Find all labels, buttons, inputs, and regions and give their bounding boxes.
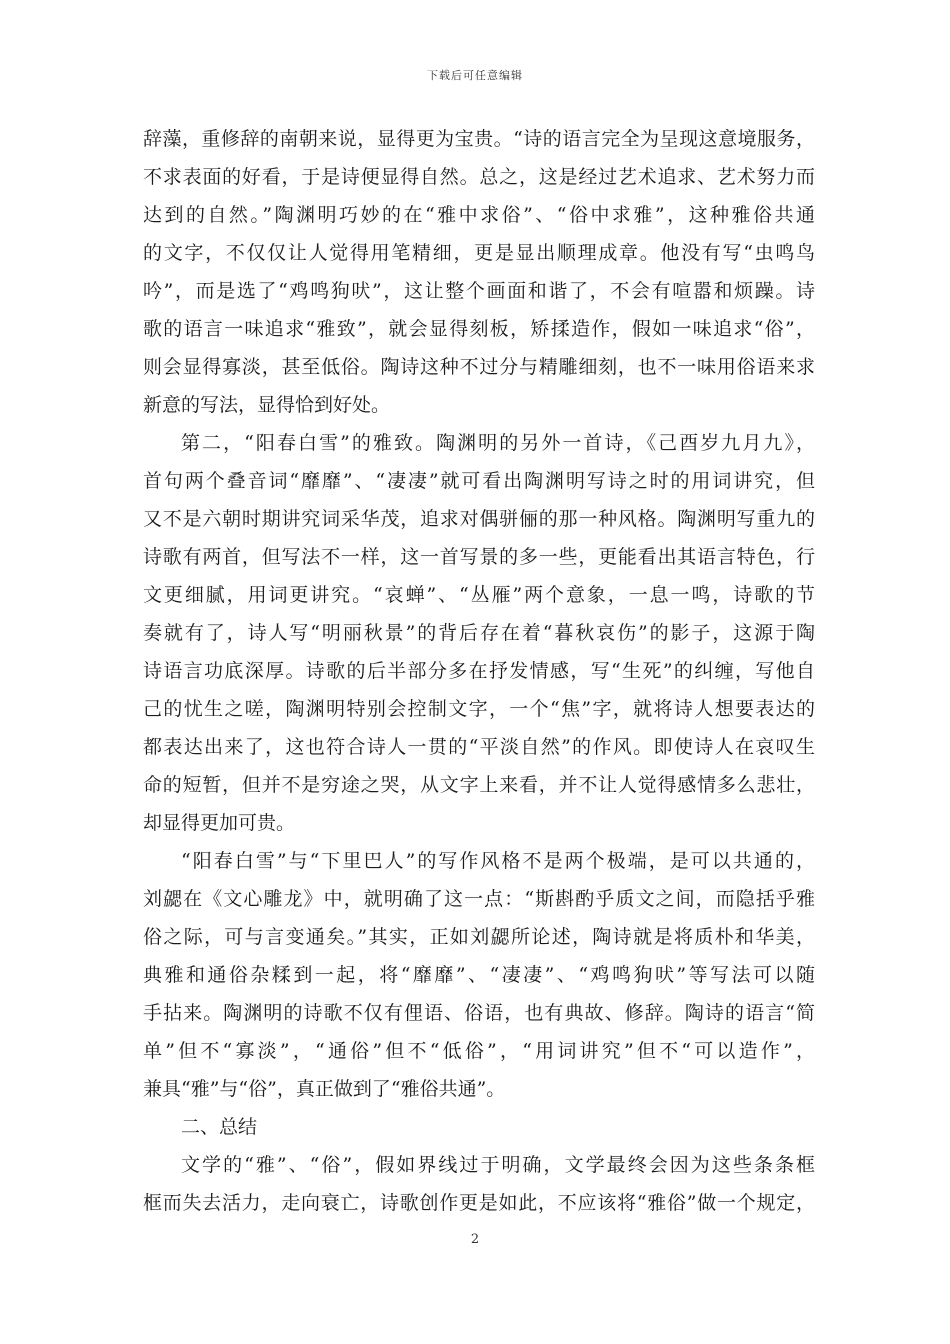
text-line: 文更细腻，用词更讲究。“哀蝉”、“丛雁”两个意象，一息一鸣，诗歌的节 xyxy=(143,584,815,606)
text-line: 手拈来。陶渊明的诗歌不仅有俚语、俗语，也有典故、修辞。陶诗的语言“简 xyxy=(143,1002,815,1024)
text-line: 新意的写法，显得恰到好处。 xyxy=(143,394,391,416)
text-line: 典雅和通俗杂糅到一起，将“靡靡”、“凄凄”、“鸡鸣狗吠”等写法可以随 xyxy=(143,964,815,986)
text-line: 吟”，而是选了“鸡鸣狗吠”，这让整个画面和谐了，不会有喧嚣和烦躁。诗 xyxy=(143,280,815,302)
text-line: “阳春白雪”与“下里巴人”的写作风格不是两个极端，是可以共通的， xyxy=(181,850,815,872)
text-line: 第二，“阳春白雪”的雅致。陶渊明的另外一首诗，《己酉岁九月九》， xyxy=(181,432,815,454)
text-line: 达到的自然。”陶渊明巧妙的在“雅中求俗”、“俗中求雅”，这种雅俗共通 xyxy=(143,204,815,226)
text-line: 俗之际，可与言变通矣。”其实，正如刘勰所论述，陶诗就是将质朴和华美， xyxy=(143,926,815,948)
text-line: 则会显得寡淡，甚至低俗。陶诗这种不过分与精雕细刻，也不一味用俗语来求 xyxy=(143,356,815,378)
text-line: 又不是六朝时期讲究词采华茂，追求对偶骈俪的那一种风格。陶渊明写重九的 xyxy=(143,508,815,530)
text-line: 首句两个叠音词“靡靡”、“凄凄”就可看出陶渊明写诗之时的用词讲究，但 xyxy=(143,470,815,492)
text-line: 框而失去活力，走向衰亡，诗歌创作更是如此，不应该将“雅俗”做一个规定， xyxy=(143,1192,815,1214)
page-header: 下载后可任意编辑 xyxy=(427,69,523,82)
document-body xyxy=(143,120,815,1222)
text-line: 单”但不“寡淡”，“通俗”但不“低俗”，“用词讲究”但不“可以造作”， xyxy=(143,1040,815,1062)
text-line: 命的短暂，但并不是穷途之哭，从文字上来看，并不让人觉得感情多么悲壮， xyxy=(143,774,815,796)
text-line: 辞藻，重修辞的南朝来说，显得更为宝贵。“诗的语言完全为呈现这意境服务， xyxy=(143,128,815,150)
text-line: 刘勰在《文心雕龙》中，就明确了这一点：“斯斟酌乎质文之间，而隐括乎雅 xyxy=(143,888,815,910)
text-line: 诗歌有两首，但写法不一样，这一首写景的多一些，更能看出其语言特色，行 xyxy=(143,546,815,568)
page-number: 2 xyxy=(470,1232,480,1247)
text-line: 都表达出来了，这也符合诗人一贯的“平淡自然”的作风。即使诗人在哀叹生 xyxy=(143,736,815,758)
text-line: 二、总结 xyxy=(181,1116,258,1138)
text-line: 己的忧生之嗟，陶渊明特别会控制文字，一个“焦”字，就将诗人想要表达的 xyxy=(143,698,815,720)
text-line: 的文字，不仅仅让人觉得用笔精细，更是显出顺理成章。他没有写“虫鸣鸟 xyxy=(143,242,815,264)
text-line: 不求表面的好看，于是诗便显得自然。总之，这是经过艺术追求、艺术努力而 xyxy=(143,166,815,188)
text-line: 歌的语言一味追求“雅致”，就会显得刻板，矫揉造作，假如一味追求“俗”， xyxy=(143,318,815,340)
text-line: 却显得更加可贵。 xyxy=(143,812,296,834)
text-line: 诗语言功底深厚。诗歌的后半部分多在抒发情感，写“生死”的纠缠，写他自 xyxy=(143,660,815,682)
text-line: 兼具“雅”与“俗”，真正做到了“雅俗共通”。 xyxy=(143,1078,506,1100)
text-line: 奏就有了，诗人写“明丽秋景”的背后存在着“暮秋哀伤”的影子，这源于陶 xyxy=(143,622,815,644)
text-line: 文学的“雅”、“俗”，假如界线过于明确，文学最终会因为这些条条框 xyxy=(181,1154,815,1176)
